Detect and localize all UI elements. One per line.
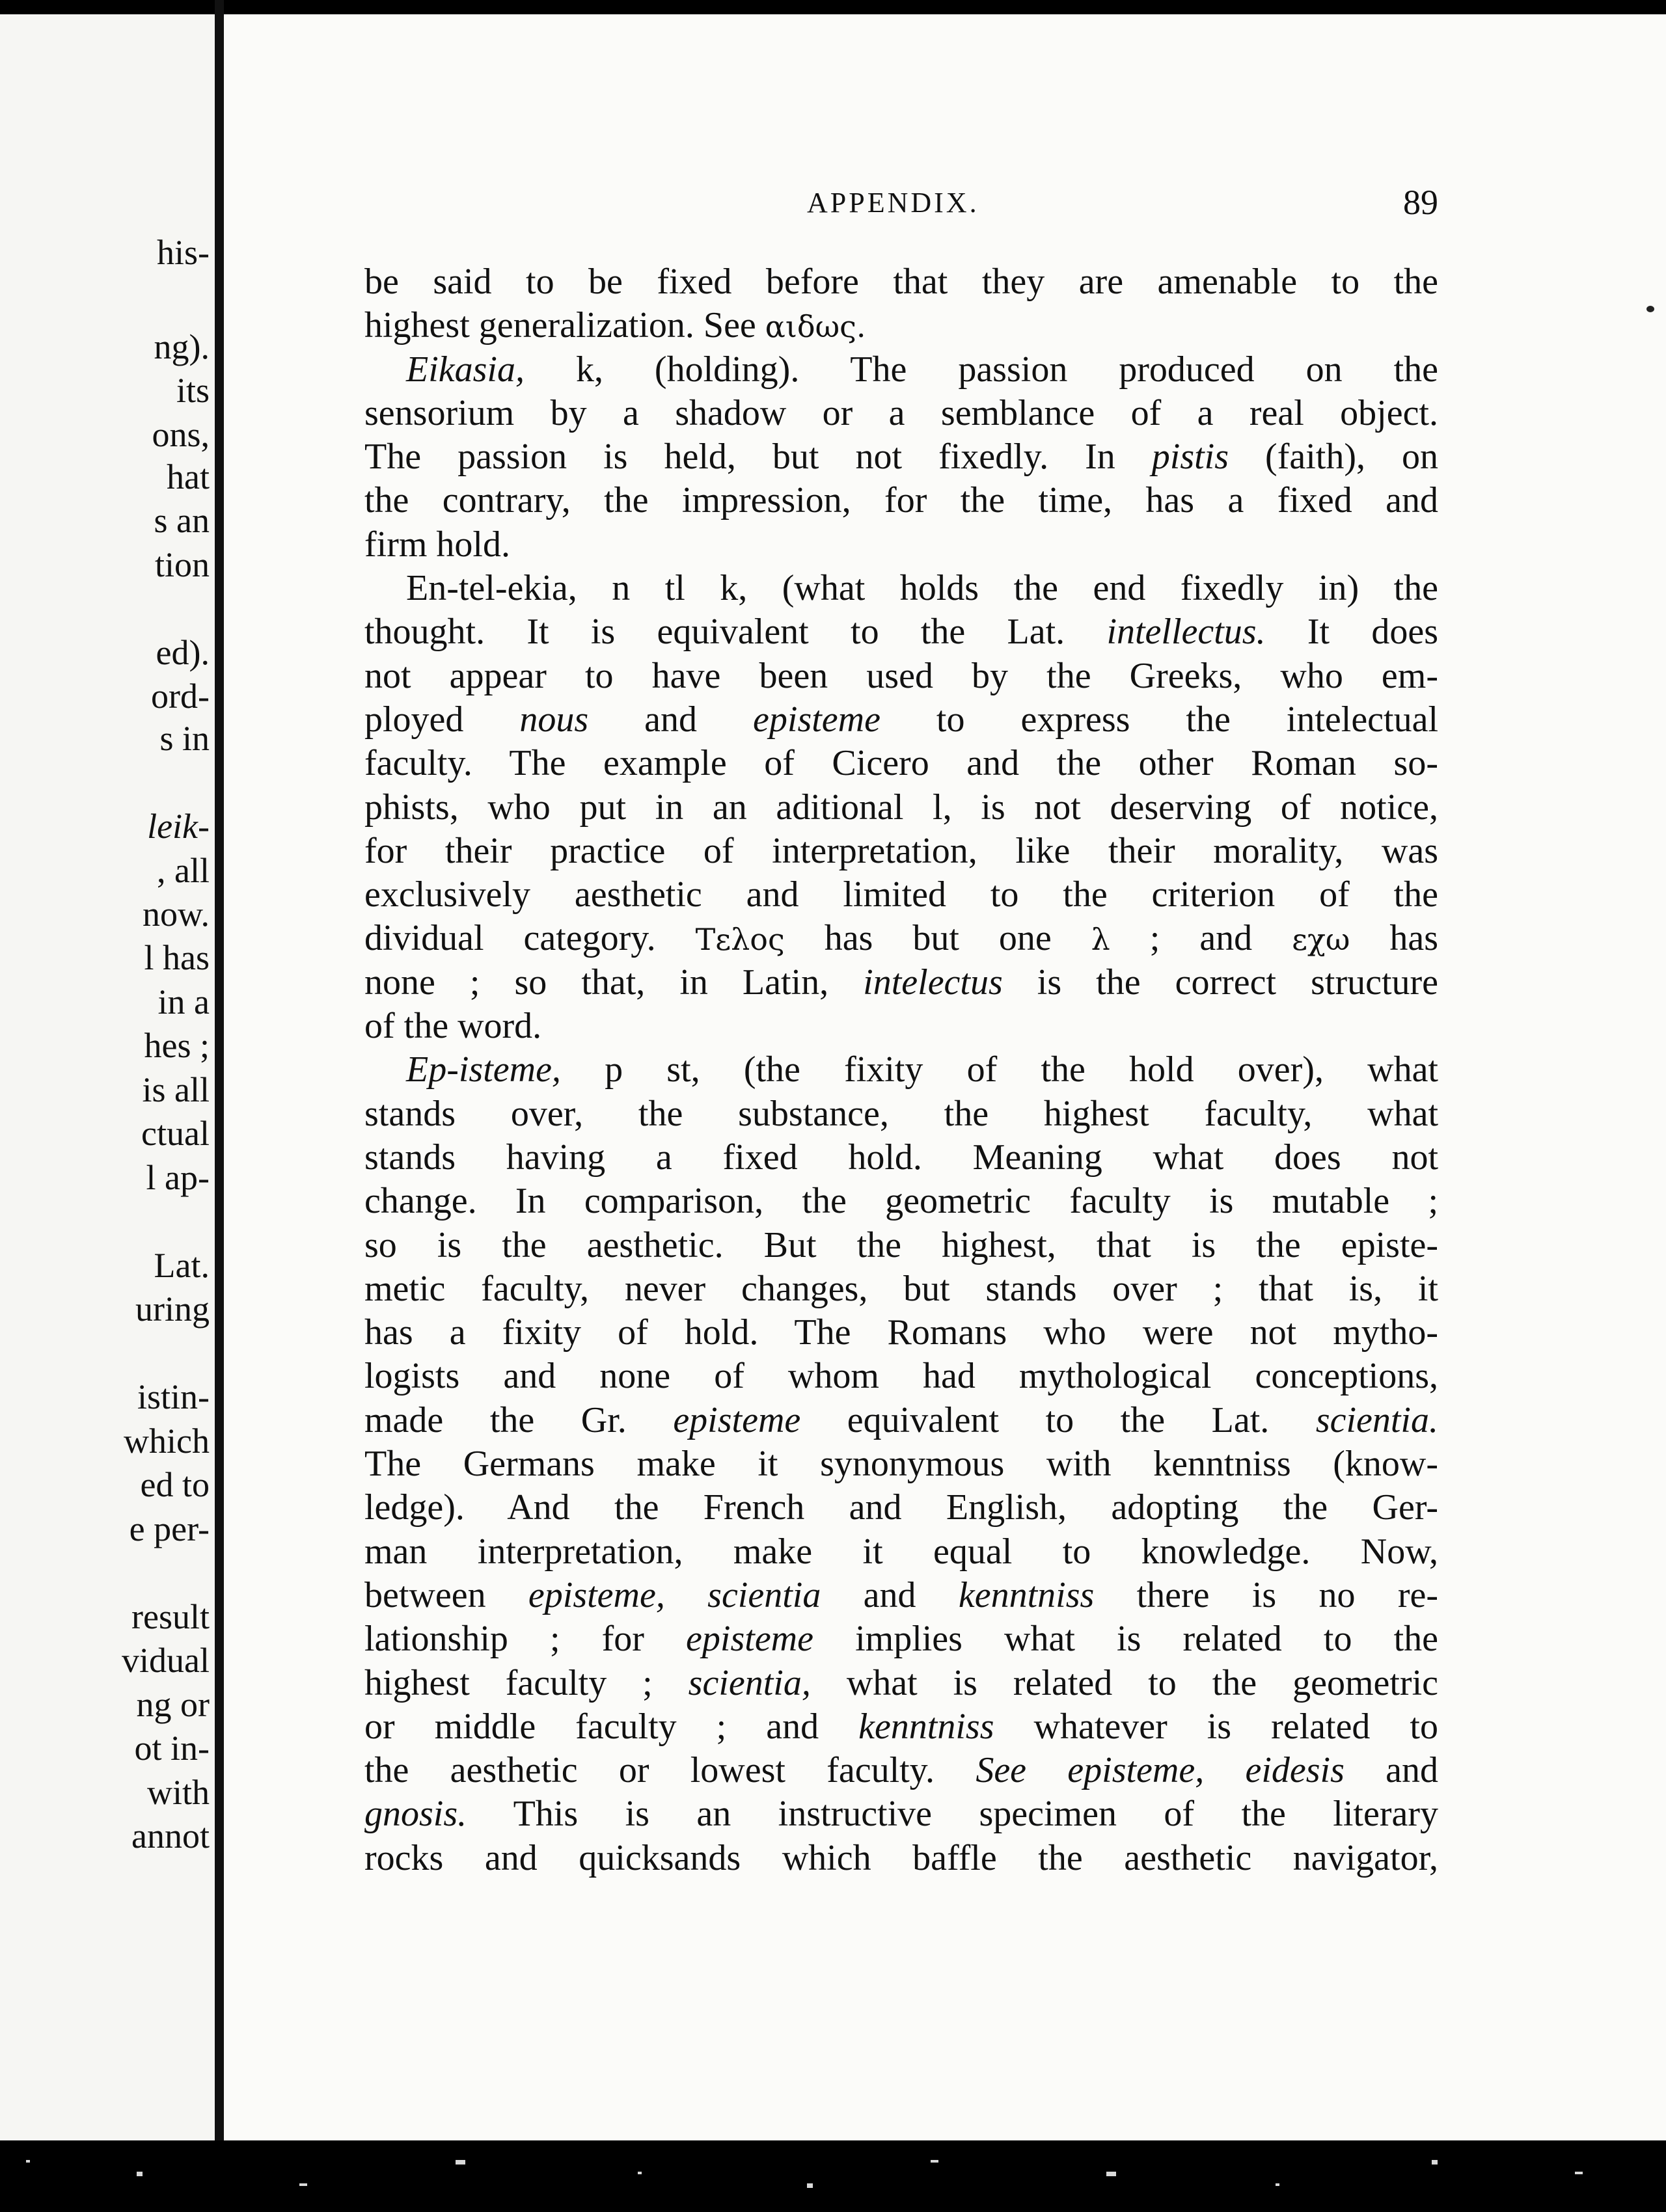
text-line	[364, 1837, 1438, 1880]
text-run: episteme	[753, 699, 881, 740]
text-run: for their practice of interpretation, like their morality, was	[364, 830, 1438, 871]
text-line	[364, 1224, 1438, 1267]
text-run: p st, (the fixity of the hold over), what	[560, 1049, 1438, 1090]
text-run: none ; so that, in Latin,	[364, 962, 864, 1003]
text-run: kenntniss	[958, 1574, 1095, 1615]
noise-speck	[638, 2172, 642, 2174]
text-run: man interpretation, make it equal to knowledge. Now,	[364, 1531, 1438, 1572]
noise-speck	[1106, 2172, 1116, 2176]
text-line	[364, 1180, 1438, 1223]
noise-speck	[1432, 2160, 1438, 2165]
text-run: equivalent to the Lat.	[800, 1399, 1316, 1440]
text-line	[364, 348, 1438, 392]
text-run: It does	[1265, 612, 1438, 653]
text-line	[364, 392, 1438, 435]
text-run: nous	[519, 699, 589, 740]
text-run: rocks and quicksands which baffle the aesthetic navigator,	[364, 1837, 1438, 1878]
text-line	[364, 1617, 1438, 1661]
text-line	[364, 1092, 1438, 1136]
text-line	[364, 479, 1438, 522]
text-line	[364, 1792, 1438, 1836]
text-run: of the word.	[364, 1006, 542, 1047]
text-run: The passion is held, but not fixedly. In	[364, 437, 1152, 478]
text-run: λ	[1091, 922, 1110, 958]
left-page-fragment: with	[146, 1773, 210, 1812]
text-line	[364, 1048, 1438, 1092]
left-page-fragment: l has	[144, 938, 210, 977]
text-run: what is related to the geometric	[810, 1662, 1438, 1703]
text-run: faculty. The example of Cicero and the other Roman so-	[364, 743, 1438, 784]
left-page-fragment: vidual	[122, 1641, 210, 1680]
text-line	[364, 698, 1438, 742]
text-run: thought. It is equivalent to the Lat.	[364, 612, 1107, 653]
text-run: and	[1344, 1750, 1439, 1791]
text-run: Τελος	[695, 922, 785, 958]
text-line	[364, 1662, 1438, 1705]
text-run: is the correct structure	[1002, 962, 1439, 1003]
left-page-fragment: s in	[159, 719, 210, 758]
text-run: the contrary, the impression, for the time, has a fixed and	[364, 480, 1438, 521]
left-page-fragment: Lat.	[154, 1246, 210, 1285]
left-page-fragment: s an	[154, 501, 210, 540]
left-page-fragment: l ap-	[146, 1158, 210, 1197]
text-line	[364, 961, 1438, 1005]
text-line	[364, 786, 1438, 830]
scan-top-border	[0, 0, 1666, 14]
left-page-fragment: ons,	[152, 415, 210, 454]
text-run: episteme	[673, 1399, 801, 1440]
text-line	[364, 873, 1438, 917]
text-run: Ep-isteme,	[406, 1049, 561, 1090]
text-run: episteme	[686, 1619, 813, 1660]
left-page-fragment: hat	[167, 457, 210, 496]
text-line	[364, 435, 1438, 479]
text-run: gnosis.	[364, 1794, 467, 1835]
text-line	[364, 1267, 1438, 1311]
page-number: 89	[1403, 183, 1438, 222]
text-line	[364, 523, 1438, 567]
left-page-fragment: ot in-	[134, 1729, 210, 1768]
text-line	[364, 304, 1438, 347]
left-page-fragment: istin-	[137, 1377, 210, 1416]
left-page-fragment: in a	[157, 982, 210, 1021]
left-page-fragment: ng).	[154, 327, 210, 366]
text-run: episteme, scientia	[528, 1574, 821, 1615]
text-line	[364, 610, 1438, 654]
left-page-fragment: ord-	[151, 677, 210, 716]
noise-speck	[807, 2183, 813, 2188]
scan-bottom-noise	[0, 2140, 1666, 2212]
text-line	[364, 1705, 1438, 1749]
text-line	[364, 742, 1438, 785]
text-run: αιδως.	[765, 309, 866, 345]
text-run: k, (holding). The passion produced on the	[524, 349, 1438, 390]
left-page-fragment: tion	[154, 545, 210, 584]
left-page-fragment: its	[176, 371, 210, 410]
text-run: made the Gr.	[364, 1399, 674, 1440]
scan-speck	[1646, 306, 1654, 312]
text-run: or middle faculty ; and	[364, 1706, 859, 1747]
text-run: there is no re-	[1094, 1574, 1439, 1615]
text-line	[364, 1574, 1438, 1617]
text-run: The Germans make it synonymous with kenntniss (know-	[364, 1444, 1438, 1485]
text-run: See episteme, eidesis	[976, 1750, 1345, 1791]
text-run: and	[588, 699, 754, 740]
text-run: has but one	[784, 918, 1091, 959]
text-run: to express the intelectual	[880, 699, 1439, 740]
text-line	[364, 917, 1438, 960]
text-run: exclusively aesthetic and limited to the criterion of the	[364, 874, 1438, 915]
text-line	[364, 1355, 1438, 1398]
page-header	[364, 182, 1438, 228]
left-page-fragment: uring	[135, 1289, 210, 1329]
noise-speck	[456, 2160, 465, 2165]
text-run: En-tel-ekia, n tl k, (what holds the end fixedly in) the	[406, 568, 1438, 609]
left-page-fragment: now.	[143, 895, 210, 934]
text-run: whatever is related to	[994, 1706, 1438, 1747]
left-page-fragment: e per-	[129, 1509, 210, 1548]
text-run: stands over, the substance, the highest faculty, what	[364, 1093, 1438, 1134]
text-line	[364, 654, 1438, 698]
text-line	[364, 1749, 1438, 1792]
text-line	[364, 1530, 1438, 1574]
text-run: kenntniss	[858, 1706, 994, 1747]
noise-speck	[137, 2172, 143, 2176]
text-run: change. In comparison, the geometric faculty is mutable ;	[364, 1181, 1438, 1222]
text-run: highest generalization. See	[364, 305, 765, 346]
book-gutter	[215, 0, 224, 2147]
text-run: has a fixity of hold. The Romans who were not mytho-	[364, 1312, 1438, 1353]
left-page-fragment: hes ;	[144, 1026, 210, 1065]
text-run: logists and none of whom had mythological conceptions,	[364, 1356, 1438, 1397]
running-head: APPENDIX.	[807, 187, 979, 219]
text-run: sensorium by a shadow or a semblance of a real object.	[364, 392, 1438, 433]
text-run: so is the aesthetic. But the highest, that is the episte-	[364, 1224, 1438, 1265]
left-page-fragment: ed).	[156, 633, 210, 672]
text-run: stands having a fixed hold. Meaning what does not	[364, 1137, 1438, 1178]
text-run: This is an instructive specimen of the literary	[467, 1794, 1438, 1835]
text-run: intelectus	[863, 962, 1003, 1003]
text-run: ledge). And the French and English, adopting the Ger-	[364, 1487, 1438, 1528]
left-page-fragment: ng or	[136, 1685, 210, 1724]
noise-speck	[931, 2160, 938, 2163]
text-run: Eikasia,	[406, 349, 525, 390]
text-run: (faith), on	[1229, 437, 1438, 478]
text-line	[364, 1136, 1438, 1180]
text-line	[364, 260, 1438, 304]
text-run: has	[1350, 918, 1438, 959]
text-run: phists, who put in an aditional l, is not deserving of notice,	[364, 787, 1438, 828]
left-page-fragment: ctual	[141, 1114, 210, 1153]
text-line	[364, 1311, 1438, 1355]
text-run: and	[821, 1574, 959, 1615]
page-body-text	[364, 260, 1438, 1880]
text-run: not appear to have been used by the Greeks, who em-	[364, 655, 1438, 696]
left-page-edge	[0, 14, 215, 2140]
text-run: implies what is related to the	[813, 1619, 1438, 1660]
noise-speck	[26, 2160, 30, 2163]
text-run: dividual category.	[364, 918, 696, 959]
text-run: intellectus.	[1106, 612, 1266, 653]
text-run: firm hold.	[364, 524, 510, 565]
text-run: pistis	[1151, 437, 1229, 478]
text-run: be said to be fixed before that they are amenable to the	[364, 262, 1438, 302]
left-page-fragment: is all	[142, 1070, 210, 1109]
text-run: εχω	[1292, 922, 1350, 958]
noise-speck	[1575, 2172, 1583, 2174]
noise-speck	[299, 2183, 307, 2186]
text-run: highest faculty ;	[364, 1662, 689, 1703]
text-run: scientia,	[688, 1662, 811, 1703]
text-run: ; and	[1110, 918, 1292, 959]
text-run: between	[364, 1574, 528, 1615]
text-run: ployed	[364, 699, 520, 740]
text-run: scientia.	[1315, 1399, 1438, 1440]
text-run: the aesthetic or lowest faculty.	[364, 1750, 976, 1791]
left-page-fragment: leik-	[147, 807, 210, 846]
left-page-fragment: which	[124, 1422, 210, 1461]
text-line	[364, 830, 1438, 873]
left-page-fragment: , all	[157, 851, 210, 890]
text-line	[364, 567, 1438, 610]
text-run: lationship ; for	[364, 1619, 687, 1660]
text-line	[364, 1486, 1438, 1530]
left-page-fragment: ed to	[140, 1465, 210, 1504]
left-page-fragment: result	[131, 1597, 210, 1636]
noise-speck	[1276, 2183, 1279, 2186]
left-page-fragment: his-	[157, 233, 210, 272]
text-line	[364, 1399, 1438, 1442]
left-page-fragment: annot	[131, 1816, 210, 1855]
text-line	[364, 1005, 1438, 1048]
text-line	[364, 1442, 1438, 1486]
text-run: metic faculty, never changes, but stands over ; that is, it	[364, 1268, 1438, 1309]
